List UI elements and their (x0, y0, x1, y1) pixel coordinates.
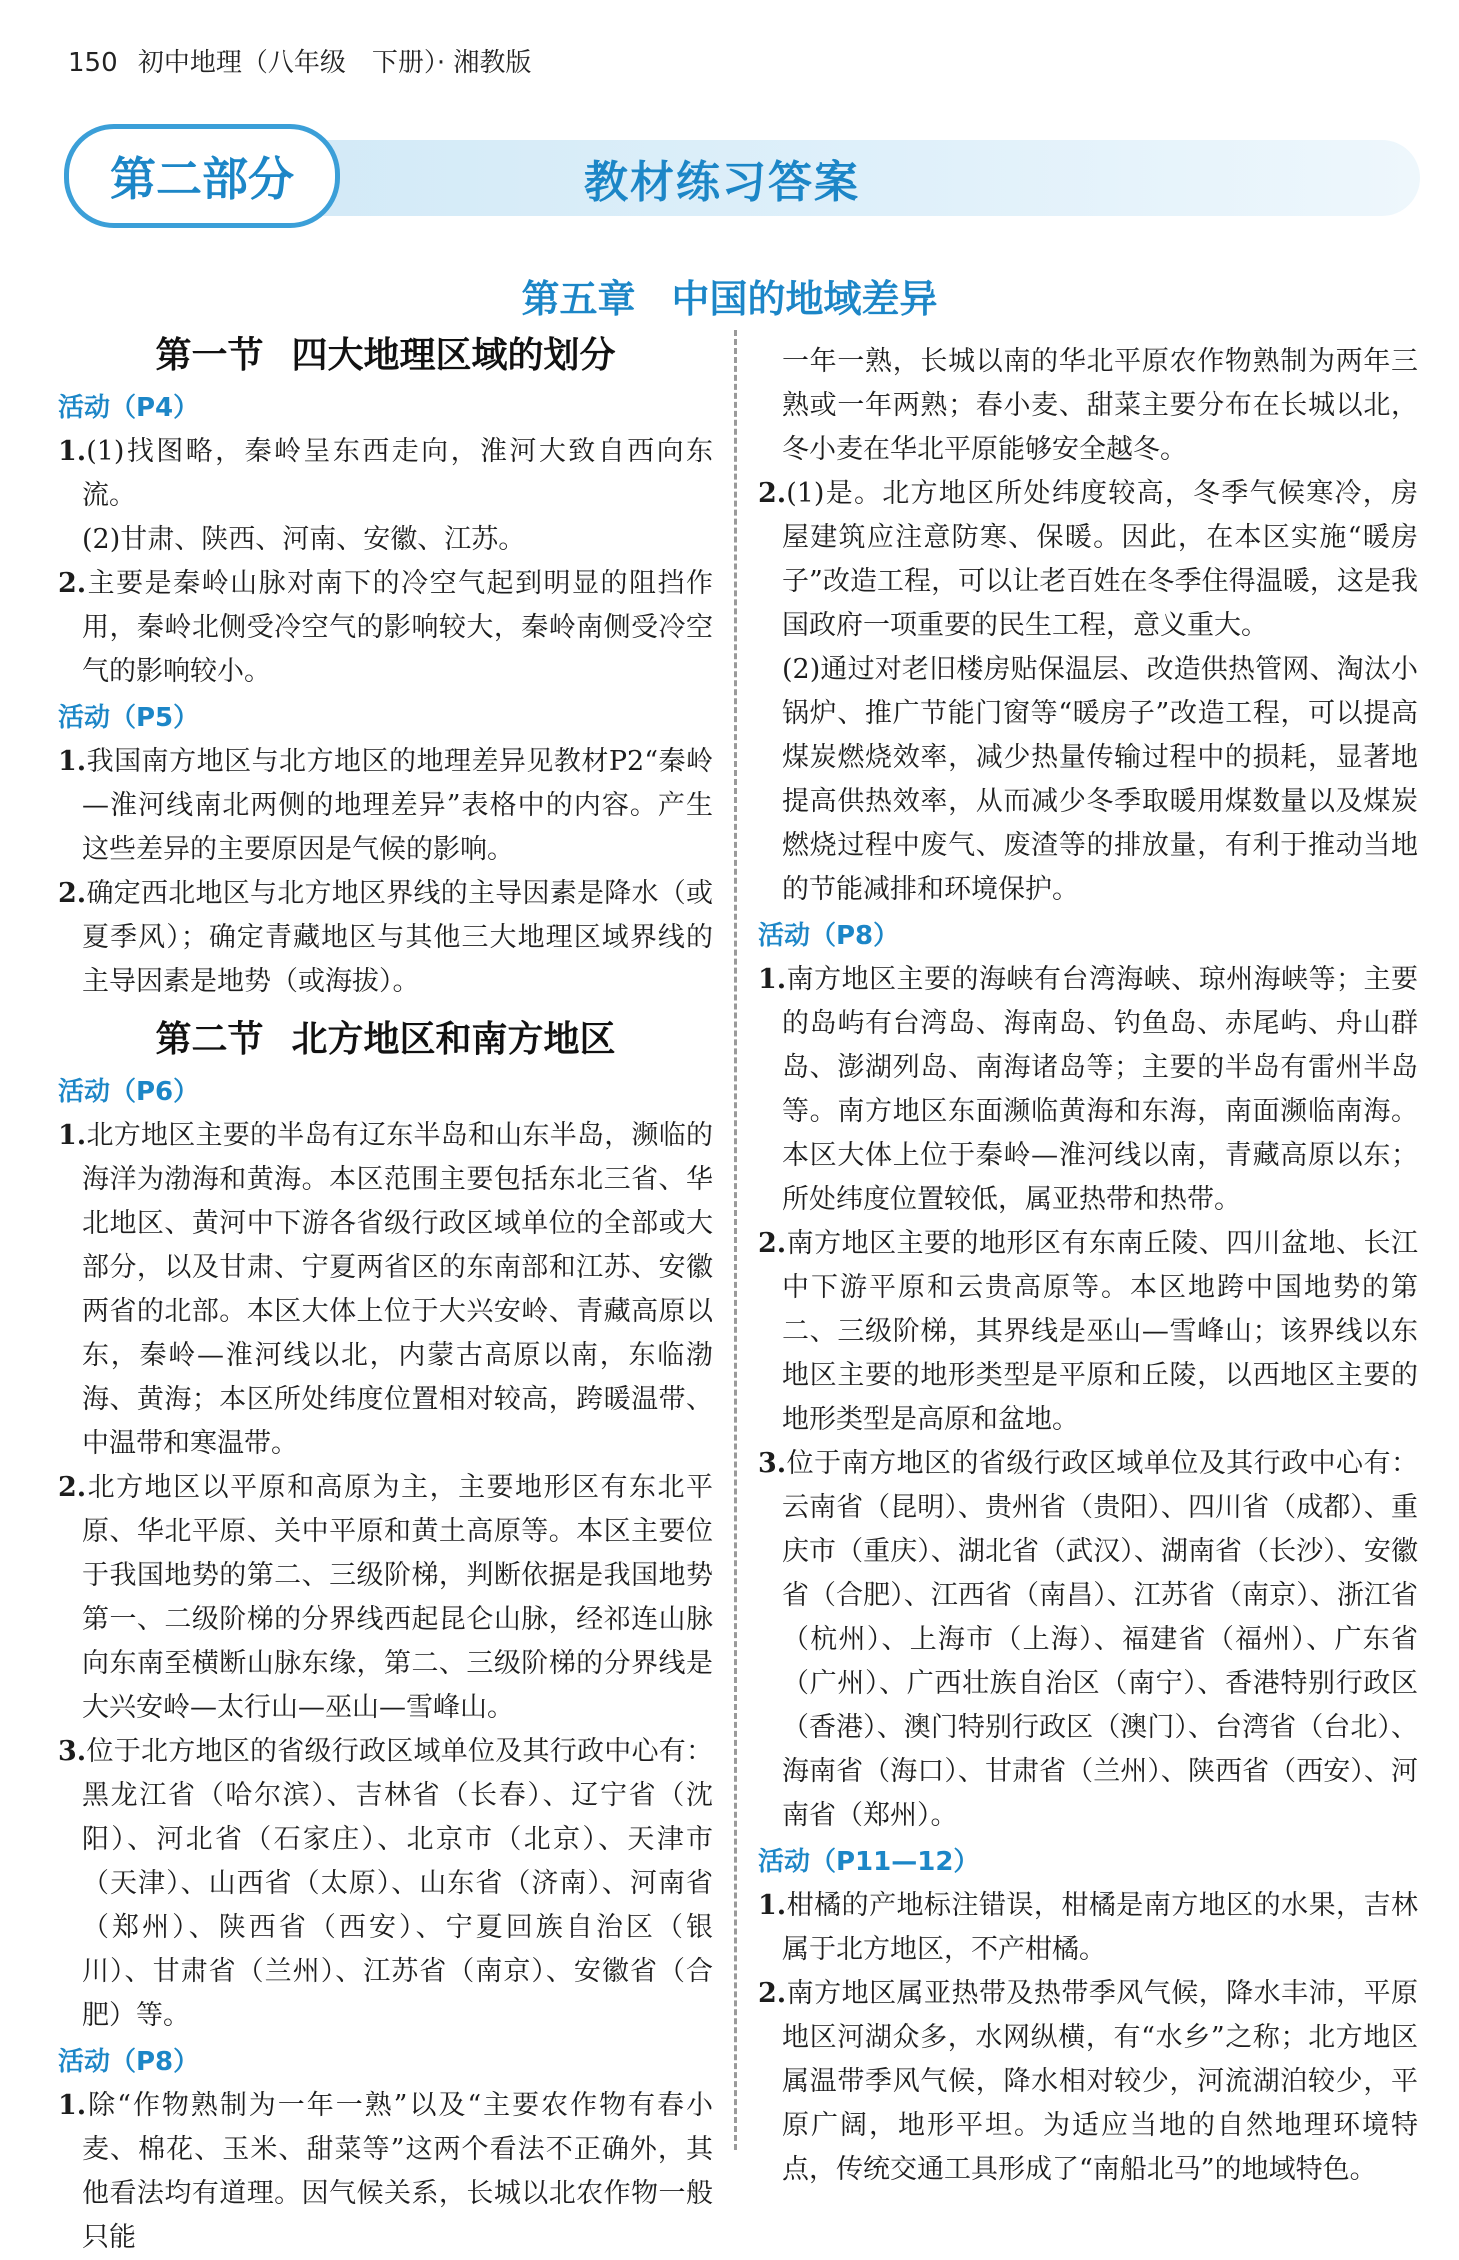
answer-item: 1.(1)找图略，秦岭呈东西走向，淮河大致自西向东流。 (58, 436, 713, 511)
answer-item: 2.北方地区以平原和高原为主，主要地形区有东北平原、华北平原、关中平原和黄土高原等。本区主要位于我国地势的第二、三级阶梯，判断依据是我国地势第一、二级阶梯的分界线西起昆仑山脉，经祁连山脉向东南至横断山脉东缘，第二、三级阶梯的分界线是大兴安岭—太行山—巫山—雪峰山。 (58, 1472, 713, 1723)
section-label: 第一节 (155, 335, 264, 376)
book-title: 初中地理（八年级 下册）· 湘教版 (137, 48, 532, 78)
answer-item: 2.(1)是。北方地区所处纬度较高，冬季气候寒冷，房屋建筑应注意防寒、保暖。因此，在本区实施“暖房子”改造工程，可以让老百姓在冬季住得温暖，这是我国政府一项重要的民生工程，意义重大。 (758, 478, 1418, 641)
answer-continuation: 一年一熟，长城以南的华北平原农作物熟制为两年三熟或一年两熟；春小麦、甜菜主要分布在长城以北，冬小麦在华北平原能够安全越冬。 (782, 346, 1418, 465)
answer-item: 2.主要是秦岭山脉对南下的冷空气起到明显的阻挡作用，秦岭北侧受冷空气的影响较大，秦岭南侧受冷空气的影响较小。 (58, 568, 713, 687)
section-label: 第二节 (155, 1019, 264, 1060)
page-number: 150 (68, 48, 118, 78)
activity-heading: 活动（P8） (758, 921, 900, 951)
chapter-title (0, 268, 1459, 323)
answer-item: 2.南方地区属亚热带及热带季风气候，降水丰沛，平原地区河湖众多，水网纵横，有“水乡”之称；北方地区属温带季风气候，降水相对较少，河流湖泊较少，平原广阔，地形平坦。为适应当地的自然地理环境特点，传统交通工具形成了“南船北马”的地域特色。 (758, 1978, 1418, 2185)
part-badge: 第二部分 (64, 124, 340, 228)
activity-heading: 活动（P8） (58, 2047, 200, 2077)
answer-item: 3.位于南方地区的省级行政区域单位及其行政中心有：云南省（昆明）、贵州省（贵阳）、四川省（成都）、重庆市（重庆）、湖北省（武汉）、湖南省（长沙）、安徽省（合肥）、江西省（南昌）、江苏省（南京）、浙江省（杭州）、上海市（上海）、福建省（福州）、广东省（广州）、广西壮族自治区（南宁）、香港特别行政区（香港）、澳门特别行政区（澳门）、台湾省（台北）、海南省（海口）、甘肃省（兰州）、陕西省（西安）、河南省（郑州）。 (758, 1448, 1418, 1831)
activity-heading: 活动（P11—12） (758, 1847, 980, 1877)
answer-item: 1.除“作物熟制为一年一熟”以及“主要农作物有春小麦、棉花、玉米、甜菜等”这两个看法不正确外，其他看法均有道理。因气候关系，长城以北农作物一般只能 (58, 2090, 713, 2253)
activity-heading: 活动（P4） (58, 393, 200, 423)
section-title (58, 1018, 713, 1062)
chapter-label: 第五章 (521, 277, 636, 321)
activity-heading: 活动（P6） (58, 1077, 200, 1107)
section-title (58, 334, 713, 378)
left-column (58, 326, 713, 2260)
answer-subitem: (2)甘肃、陕西、河南、安徽、江苏。 (82, 524, 526, 555)
answer-item: 3.位于北方地区的省级行政区域单位及其行政中心有：黑龙江省（哈尔滨）、吉林省（长春）、辽宁省（沈阳）、河北省（石家庄）、北京市（北京）、天津市（天津）、山西省（太原）、山东省（济南）、河南省（郑州）、陕西省（西安）、宁夏回族自治区（银川）、甘肃省（兰州）、江苏省（南京）、安徽省（合肥）等。 (58, 1736, 713, 2031)
answer-item: 1.南方地区主要的海峡有台湾海峡、琼州海峡等；主要的岛屿有台湾岛、海南岛、钓鱼岛、赤尾屿、舟山群岛、澎湖列岛、南海诸岛等；主要的半岛有雷州半岛等。南方地区东面濒临黄海和东海，南面濒临南海。本区大体上位于秦岭—淮河线以南，青藏高原以东；所处纬度位置较低，属亚热带和热带。 (758, 964, 1418, 1215)
section-name: 北方地区和南方地区 (291, 1019, 616, 1060)
answer-item: 1.我国南方地区与北方地区的地理差异见教材P2“秦岭—淮河线南北两侧的地理差异”表格中的内容。产生这些差异的主要原因是气候的影响。 (58, 746, 713, 865)
page-header (68, 42, 531, 79)
answer-subitem: (2)通过对老旧楼房贴保温层、改造供热管网、淘汰小锅炉、推广节能门窗等“暖房子”改造工程，可以提高煤炭燃烧效率，减少热量传输过程中的损耗，显著地提高供热效率，从而减少冬季取暖用煤数量以及煤炭燃烧过程中废气、废渣等的排放量，有利于推动当地的节能减排和环境保护。 (782, 654, 1418, 905)
answer-item: 1.柑橘的产地标注错误，柑橘是南方地区的水果，吉林属于北方地区，不产柑橘。 (758, 1890, 1418, 1965)
part-banner (64, 124, 1420, 228)
right-column (758, 340, 1418, 2192)
chapter-name: 中国的地域差异 (671, 277, 938, 321)
column-divider (734, 330, 737, 2150)
section-name: 四大地理区域的划分 (291, 335, 616, 376)
activity-heading: 活动（P5） (58, 703, 200, 733)
answer-item: 1.北方地区主要的半岛有辽东半岛和山东半岛，濒临的海洋为渤海和黄海。本区范围主要包括东北三省、华北地区、黄河中下游各省级行政区域单位的全部或大部分，以及甘肃、宁夏两省区的东南部和江苏、安徽两省的北部。本区大体上位于大兴安岭、青藏高原以东，秦岭—淮河线以北，内蒙古高原以南，东临渤海、黄海；本区所处纬度位置相对较高，跨暖温带、中温带和寒温带。 (58, 1120, 713, 1459)
answer-item: 2.南方地区主要的地形区有东南丘陵、四川盆地、长江中下游平原和云贵高原等。本区地跨中国地势的第二、三级阶梯，其界线是巫山—雪峰山；该界线以东地区主要的地形类型是平原和丘陵，以西地区主要的地形类型是高原和盆地。 (758, 1228, 1418, 1435)
banner-title: 教材练习答案 (584, 157, 860, 208)
answer-item: 2.确定西北地区与北方地区界线的主导因素是降水（或夏季风）；确定青藏地区与其他三大地理区域界线的主导因素是地势（或海拔）。 (58, 878, 713, 997)
